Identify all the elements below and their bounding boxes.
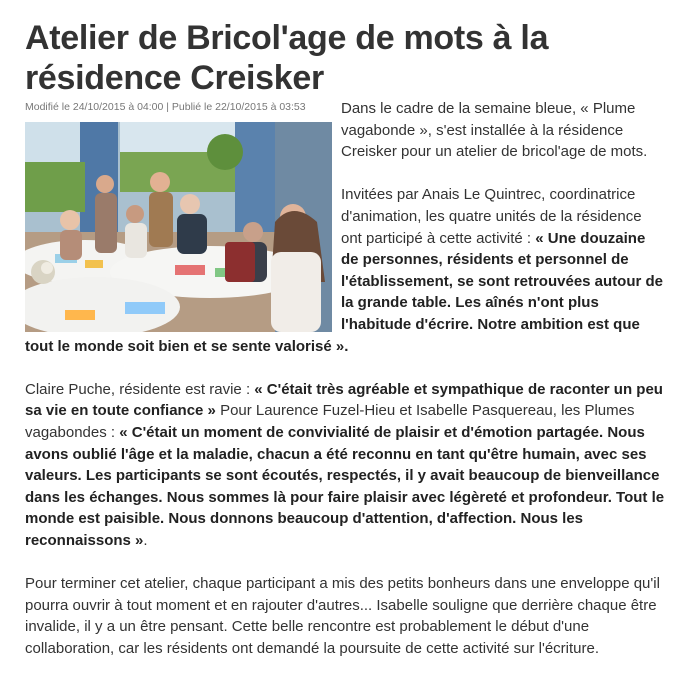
article <box>25 18 665 681</box>
paragraph-2-quote: « Une douzaine de personnes, résidents et personnel de l'établissement, se sont retrouvées autour de la grande table. Les aînés n'ont plus l'habitude d'écrire. Notre ambition est que tout le monde soit bien et se sente valorisé ». <box>25 229 664 355</box>
photo-image <box>25 122 332 332</box>
meta-and-photo <box>25 100 335 332</box>
paragraph-4: Pour terminer cet atelier, chaque participant a mis des petits bonheurs dans une enveloppe qu'il pourra ouvrir à tout moment et en rajouter d'autres... Isabelle souligne que derrière chaque être invalide, il y a un être pensant. Cette belle rencontre est probablement le début d'une collaboration, car les résidents ont demandé la poursuite de cette activité sur l'écriture. <box>25 575 660 657</box>
paragraph-2-text: Invitées par Anais Le Quintrec, coordinatrice d'animation, les quatre unités de la résidence ont participé à cette activité : <box>341 186 642 247</box>
paragraph-3-quote-1: « C'était très agréable et sympathique de raconter un peu sa vie en toute confiance » <box>25 380 663 420</box>
article-photo[interactable] <box>25 122 332 332</box>
paragraph-3-text-1: Claire Puche, résidente est ravie : <box>25 380 255 398</box>
paragraph-3-text-2: Pour Laurence Fuzel-Hieu et Isabelle Pasquereau, les Plumes vagabondes : <box>25 402 635 441</box>
paragraph-1: Dans le cadre de la semaine bleue, « Plume vagabonde », s'est installée à la résidence Creisker pour un atelier de bricol'age de mots. <box>341 100 648 161</box>
article-meta: Modifié le 24/10/2015 à 04:00 | Publié le 22/10/2015 à 03:53 <box>25 101 306 113</box>
paragraph-3-quote-2: « C'était un moment de convivialité de plaisir et d'émotion partagée. Nous avons oublié l'âge et la maladie, chacun a été reconnu en tant qu'être humain, avec ses valeurs. Les participants se sont écoutés, respectés, il y avait beaucoup de bienveillance dans les échanges. Nous sommes là pour faire plaisir avec légèreté et profondeur. Tout le monde est paisible. Nous donnons beaucoup d'attention, d'affection. Nous les reconnaissons » <box>25 423 665 549</box>
article-title: Atelier de Bricol'age de mots à la résidence Creisker <box>25 19 549 97</box>
paragraph-3-end: . <box>143 531 148 549</box>
paragraph-3 <box>25 379 665 552</box>
